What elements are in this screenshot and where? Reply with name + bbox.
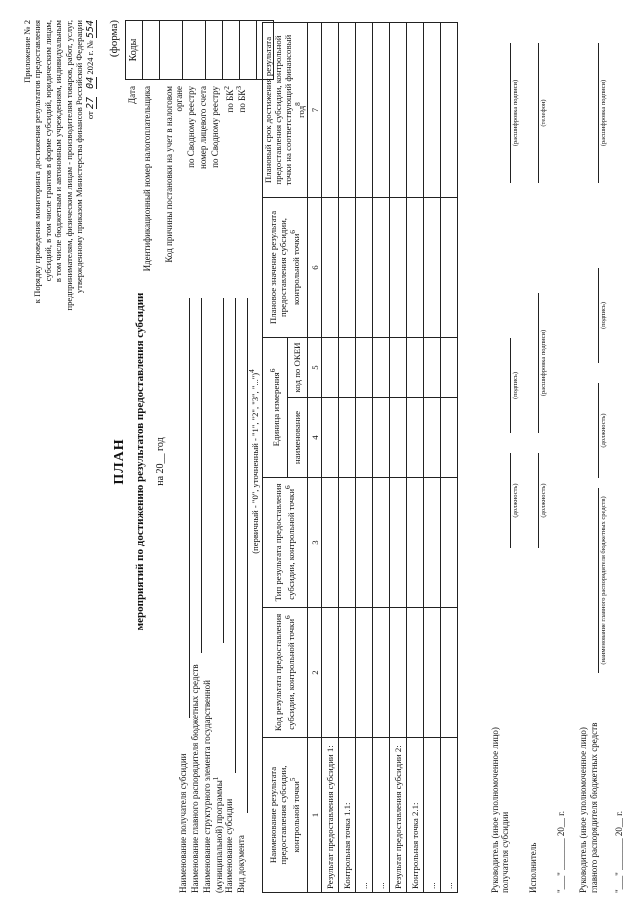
appendix-line: субсидий, в том числе грантов в форме субсидий, юридическим лицам, bbox=[42, 20, 53, 282]
decoding-caption: (расшифровка подписи) bbox=[540, 329, 547, 397]
manager-decoding-line[interactable] bbox=[598, 43, 599, 183]
table-row: ... bbox=[441, 23, 458, 893]
date-line: "___" _______ 20__ г. bbox=[556, 810, 566, 893]
form-label: (форма) bbox=[108, 20, 120, 58]
col-header: Плановый срок достижения результата предоставления субсидии, контрольной точки на соответствующий финансовый год$^8$ bbox=[263, 23, 308, 198]
table-row: ... bbox=[356, 23, 373, 893]
col-header: наименование bbox=[287, 398, 307, 478]
year-line: на 20__ год bbox=[155, 437, 166, 486]
col-header: код по ОКЕИ bbox=[287, 338, 307, 398]
col-header: Наименование результата предоставления субсидии, контрольной точки$^5$ bbox=[263, 738, 308, 893]
executor-decoding-line[interactable] bbox=[538, 293, 539, 433]
position-line[interactable] bbox=[510, 453, 511, 548]
struct-label: Наименование структурного элемента государственной (муниципальной) программы$^1$ bbox=[202, 680, 225, 893]
manager-position-line[interactable] bbox=[598, 383, 599, 478]
executor-label: Исполнитель bbox=[528, 842, 538, 893]
table-row: ... bbox=[424, 23, 441, 893]
account-label: номер лицевого счета bbox=[198, 86, 208, 169]
table-row: Результат предоставления субсидии 2: bbox=[390, 23, 407, 893]
position-caption: (должность) bbox=[512, 483, 519, 518]
position-caption: (должность) bbox=[540, 483, 547, 518]
plan-table bbox=[262, 22, 458, 893]
col-number: 1 bbox=[308, 738, 322, 893]
table-row: Контрольная точка 1.1: bbox=[339, 23, 356, 893]
appendix-line: предпринимателям, физическим лицам - производителям товаров, работ, услуг, bbox=[63, 20, 74, 311]
appendix-line: в том числе бюджетным и автономным учреждениям, индивидуальным bbox=[53, 20, 64, 283]
doctype-label: Вид документа bbox=[236, 835, 246, 893]
signature-caption: (подпись) bbox=[512, 372, 519, 399]
decoding-caption: (расшифровка подписи) bbox=[600, 79, 607, 147]
manager-signature-line[interactable] bbox=[598, 268, 599, 363]
head-manager-label-2: главного распорядителя бюджетных средств bbox=[589, 722, 599, 893]
table-row: ... bbox=[373, 23, 390, 893]
manager-field[interactable] bbox=[201, 298, 202, 653]
code-cell bbox=[143, 20, 160, 80]
appendix-line: к Порядку проведения мониторинга достижения результатов предоставления bbox=[32, 20, 43, 304]
phone-line[interactable] bbox=[538, 43, 539, 183]
col-header: Код результата предоставления субсидии, контрольной точки$^6$ bbox=[263, 608, 308, 738]
phone-caption: (телефон) bbox=[540, 99, 547, 127]
page-title: ПЛАН bbox=[112, 438, 127, 485]
col-group-header: Единица измерения$^6$ bbox=[263, 338, 288, 478]
executor-position-line[interactable] bbox=[538, 453, 539, 548]
table-row: Контрольная точка 2.1: bbox=[407, 23, 424, 893]
handwritten-day: 27 bbox=[84, 96, 96, 110]
appendix-date-line: от 27 04 2024 г. № 554 bbox=[84, 20, 96, 120]
appendix-line: Приложение № 2 bbox=[22, 20, 32, 83]
bk2-label: по $БК^3$ bbox=[234, 86, 247, 113]
page-subtitle: мероприятий по достижению результатов предоставления субсидии bbox=[134, 292, 146, 631]
handwritten-order-number: 554 bbox=[84, 20, 96, 39]
handwritten-month: 04 bbox=[84, 76, 96, 89]
col-number: 2 bbox=[308, 608, 322, 738]
subsidy-label: Наименование субсидии bbox=[224, 798, 234, 893]
col-header: Плановое значение результата предоставления субсидии, контрольной точки$^6$ bbox=[263, 198, 308, 338]
inn-label: Идентификационный номер налогоплательщика bbox=[142, 86, 152, 272]
recipient-field[interactable] bbox=[189, 298, 190, 718]
svod-label: по Сводному реестру bbox=[186, 86, 196, 168]
col-number: 3 bbox=[308, 478, 322, 608]
recipient-label: Наименование получателя субсидии bbox=[178, 753, 188, 893]
code-cell bbox=[223, 20, 240, 80]
manager-name-line[interactable] bbox=[598, 488, 599, 673]
signature-caption: (подпись) bbox=[600, 302, 607, 329]
appendix-line: утвержденному приказом Министерства финансов Российской Федерации bbox=[74, 20, 85, 294]
signature-line[interactable] bbox=[510, 338, 511, 433]
svod-label-2: по Сводному реестру bbox=[210, 86, 220, 168]
head-manager-label-1: Руководитель (иное уполномоченное лицо) bbox=[578, 727, 588, 893]
date-line-2: "___" _______ 20__ г. bbox=[614, 810, 624, 893]
table-row: Результат предоставления субсидии 1: bbox=[322, 23, 339, 893]
codes-header: Коды bbox=[125, 20, 143, 80]
subsidy-field[interactable] bbox=[235, 298, 236, 773]
col-number: 6 bbox=[308, 198, 322, 338]
code-cell bbox=[183, 20, 206, 80]
decoding-line[interactable] bbox=[510, 43, 511, 183]
code-cell bbox=[160, 20, 183, 80]
doc-kind-hint: (первичный - "0", уточненный - "1", "2", "3", "...")$^4$ bbox=[248, 369, 260, 554]
decoding-caption: (расшифровка подписи) bbox=[512, 79, 519, 147]
position-caption: (должность) bbox=[600, 413, 607, 448]
bk1-label: по $БК^2$ bbox=[222, 86, 235, 113]
manager-name-caption: (наименование главного распорядителя бюджетных средств) bbox=[600, 496, 607, 665]
kpp-label: Код причины постановки на учет в налоговом органе bbox=[164, 86, 184, 263]
col-header: Тип результата предоставления субсидии, контрольной точки$^6$ bbox=[263, 478, 308, 608]
col-number: 4 bbox=[308, 398, 322, 478]
col-number: 5 bbox=[308, 338, 322, 398]
manager-label: Наименование главного распорядителя бюджетных средств bbox=[190, 664, 200, 893]
head-recipient-label: Руководитель (иное уполномоченное лицо) получателя субсидии bbox=[490, 727, 511, 893]
struct-field[interactable] bbox=[223, 298, 224, 643]
appendix-header bbox=[22, 20, 97, 350]
col-number: 7 bbox=[308, 23, 322, 198]
date-label: Дата bbox=[127, 86, 137, 104]
code-cell bbox=[206, 20, 223, 80]
